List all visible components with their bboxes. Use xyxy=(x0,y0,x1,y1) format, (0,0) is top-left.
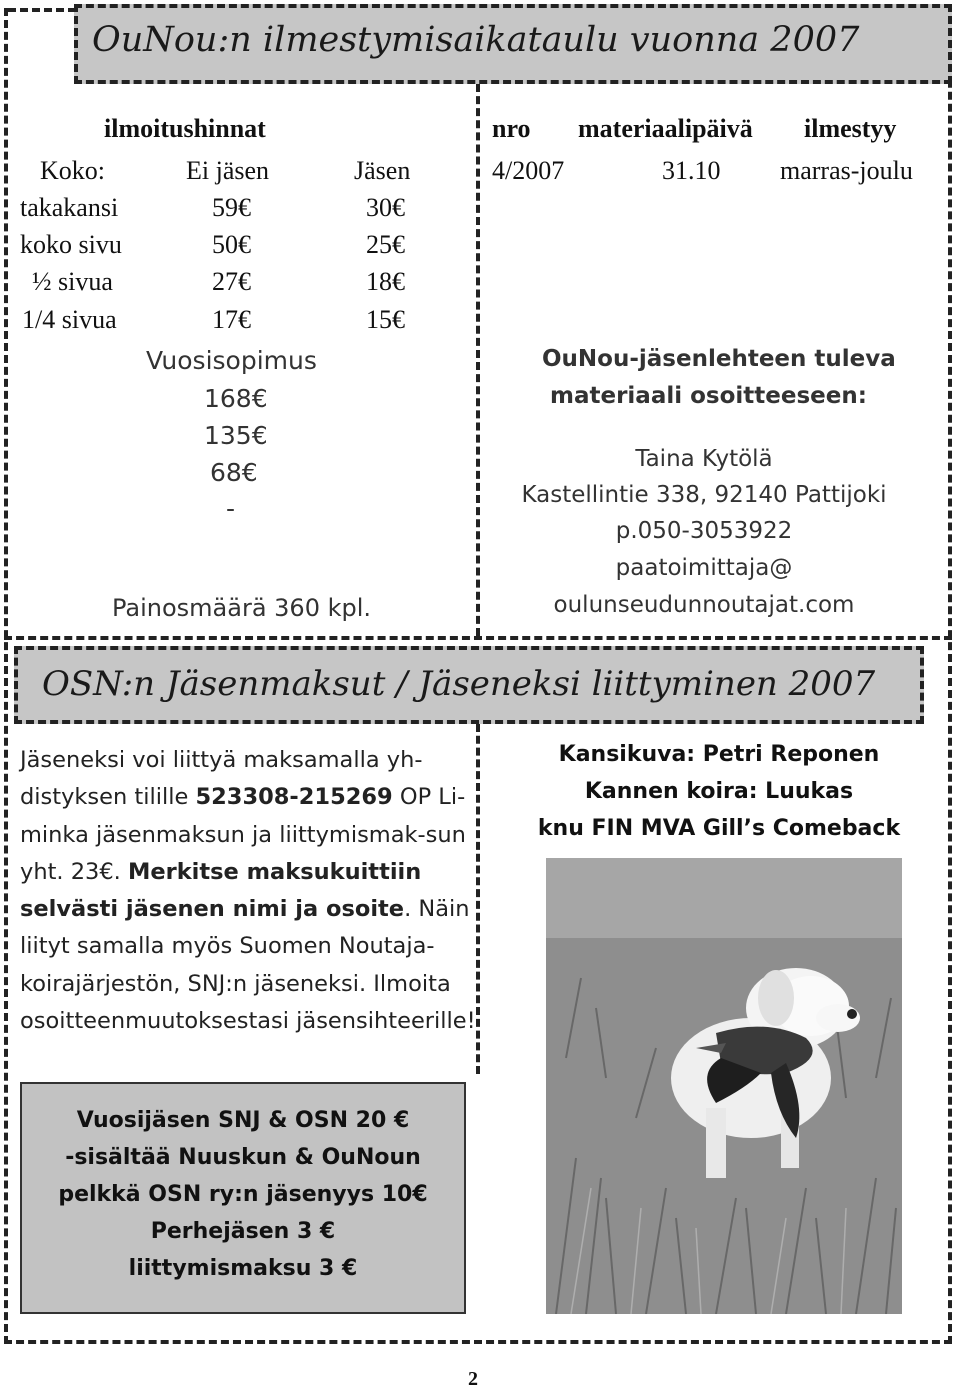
submission-name: Taina Kytölä xyxy=(635,446,773,472)
cover-dog: Kannen koira: Luukas xyxy=(584,779,854,804)
fee-line: pelkkä OSN ry:n jäsenyys 10€ xyxy=(58,1182,428,1207)
issue-nro: 4/2007 xyxy=(492,156,565,185)
join-instructions: Jäseneksi voi liittyä maksamalla yh-distyksen tilille 523308-215269 OP Li-minka jäsenmaksun ja liittymismak-sun yht. 23€. Merkitse maksukuittiin selvästi jäsenen nimi ja osoite. Näin liityt samalla myös Suomen Noutaja-koirajärjestön, SNJ:n jäseneksi. Ilmoita osoitteenmuutoksestasi jäsensihteerille! xyxy=(20,747,476,1035)
section-divider xyxy=(4,636,952,640)
price-row-member: 18€ xyxy=(366,267,405,296)
issue-material-date: 31.10 xyxy=(662,156,721,185)
price-row-nonmember: 59€ xyxy=(212,193,251,222)
frame-left-border xyxy=(4,8,8,1344)
price-row-nonmember: 27€ xyxy=(212,267,251,296)
price-row-member: 15€ xyxy=(366,305,405,334)
issue-published: marras-joulu xyxy=(780,156,913,185)
fee-line: Perhejäsen 3 € xyxy=(150,1219,336,1244)
print-run: Painosmäärä 360 kpl. xyxy=(112,594,372,622)
schedule-title: OuNou:n ilmestymisaikataulu vuonna 2007 xyxy=(92,20,860,60)
col-nro-header: nro xyxy=(492,114,531,143)
fee-line: -sisältää Nuuskun & OuNoun xyxy=(65,1145,421,1170)
submission-email: oulunseudunnoutajat.com xyxy=(553,592,855,618)
membership-title: OSN:n Jäsenmaksut / Jäseneksi liittyminen 2007 xyxy=(42,664,876,704)
fee-line: liittymismaksu 3 € xyxy=(128,1256,358,1281)
submission-heading: OuNou-jäsenlehteen tuleva xyxy=(542,346,896,372)
col-size-header: Koko: xyxy=(40,156,105,185)
cover-photographer: Kansikuva: Petri Reponen xyxy=(558,742,880,767)
price-row-nonmember: 17€ xyxy=(212,305,251,334)
payment-note: Merkitse maksukuittiin selvästi jäsenen nimi ja osoite xyxy=(20,858,422,923)
col-member-header: Jäsen xyxy=(354,156,411,185)
bank-account: 523308-215269 xyxy=(195,784,393,811)
annual-price: 135€ xyxy=(204,421,268,450)
ad-prices-heading: ilmoitushinnat xyxy=(104,114,266,143)
page-number: 2 xyxy=(468,1368,478,1390)
price-row-member: 30€ xyxy=(366,193,405,222)
annual-price: 68€ xyxy=(210,458,258,487)
price-row-member: 25€ xyxy=(366,230,405,259)
price-row-nonmember: 50€ xyxy=(212,230,251,259)
submission-email: paatoimittaja@ xyxy=(615,555,793,581)
annual-contract-heading: Vuosisopimus xyxy=(146,346,317,375)
cover-dog-photo xyxy=(546,858,902,1314)
frame-right-border xyxy=(948,8,952,1344)
price-row-size: ½ sivua xyxy=(32,267,113,296)
price-row-size: takakansi xyxy=(20,193,119,222)
annual-price: 168€ xyxy=(204,384,268,413)
col-material-header: materiaalipäivä xyxy=(578,114,753,143)
fee-line: Vuosijäsen SNJ & OSN 20 € xyxy=(76,1108,410,1133)
frame-bottom-border xyxy=(4,1340,952,1344)
col-nonmember-header: Ei jäsen xyxy=(186,156,270,185)
price-row-size: koko sivu xyxy=(20,230,122,259)
submission-heading: materiaali osoitteeseen: xyxy=(550,383,867,409)
cover-dog-title: knu FIN MVA Gill’s Comeback xyxy=(537,816,901,841)
submission-phone: p.050-3053922 xyxy=(615,518,793,544)
submission-address: Kastellintie 338, 92140 Pattijoki xyxy=(521,482,887,508)
col-published-header: ilmestyy xyxy=(804,114,897,143)
annual-price: - xyxy=(226,494,236,523)
price-row-size: 1/4 sivua xyxy=(22,305,117,334)
column-divider-top xyxy=(476,84,480,636)
